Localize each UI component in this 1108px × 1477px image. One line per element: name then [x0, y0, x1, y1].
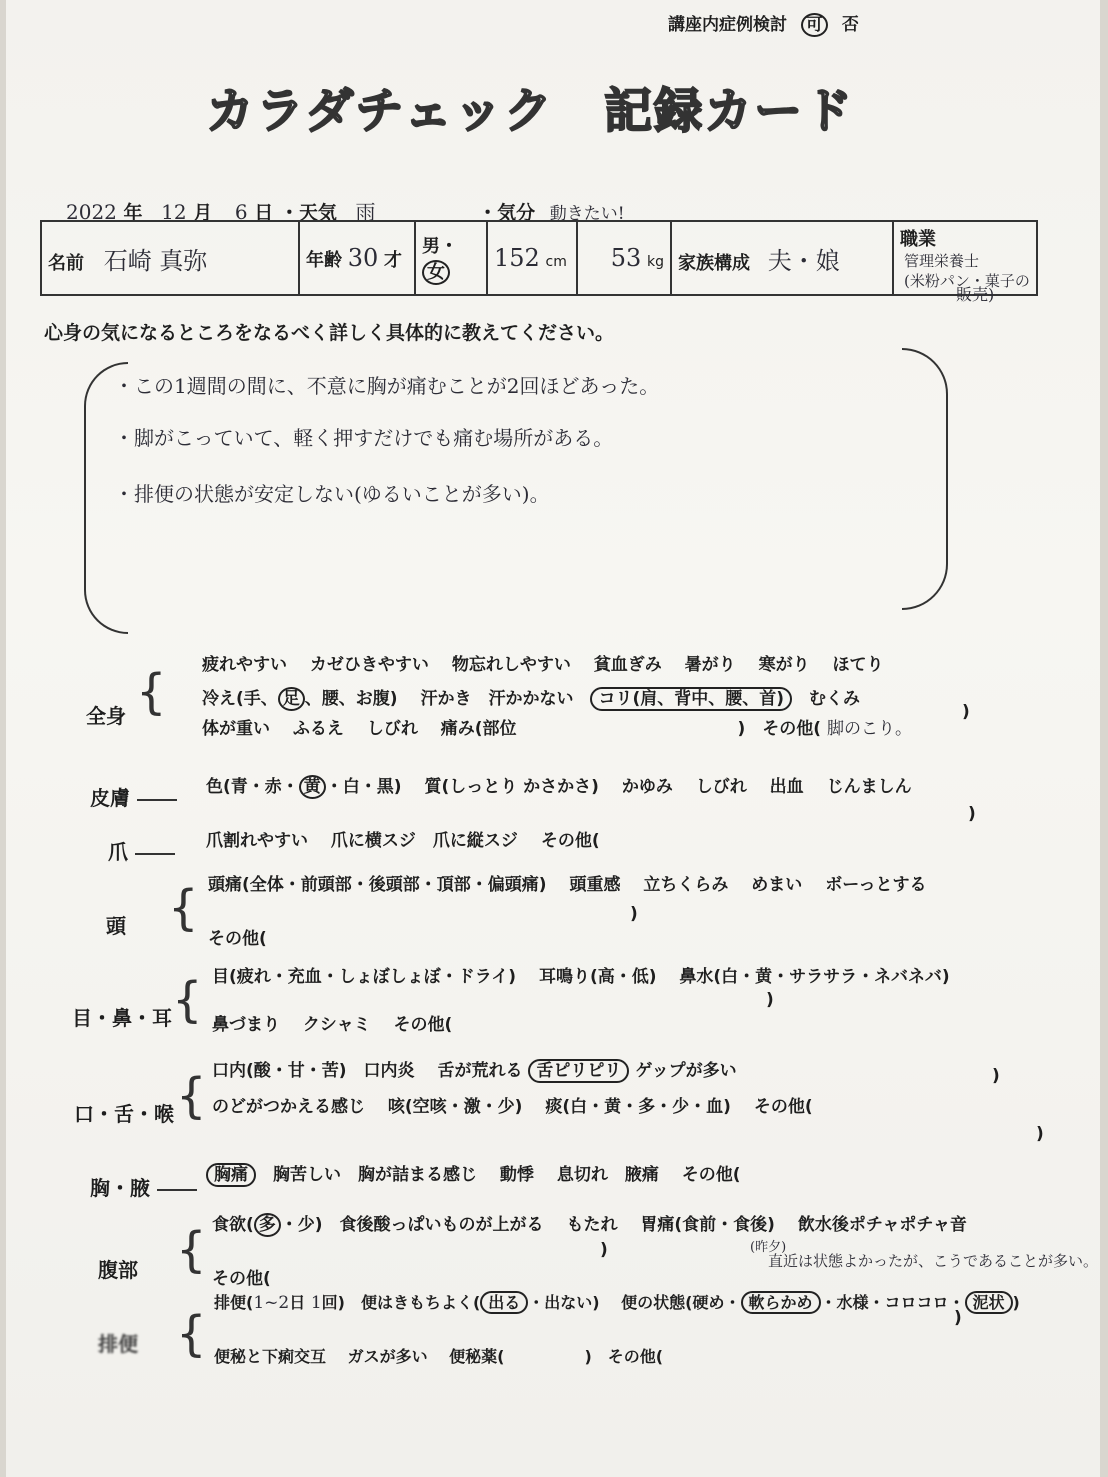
bowel-line1d: ・出ない) 便の状態(硬め・	[528, 1293, 741, 1312]
job-value-line1: 管理栄養士	[904, 252, 980, 270]
brace-head: {	[168, 880, 199, 936]
chest-dash	[157, 1189, 197, 1191]
mouth-line2: のどがつかえる感じ 咳(空咳・激・少) 痰(白・黄・多・少・血) その他(	[212, 1097, 813, 1117]
page-title: カラダチェック 記録カード	[206, 83, 855, 139]
bowel-line1	[214, 1290, 1020, 1313]
brace-bowel: {	[176, 1306, 207, 1362]
chest-pain-circled: 胸痛	[206, 1163, 256, 1187]
sex-separator: ・	[440, 236, 458, 257]
bowel-freq-label: 排便(	[214, 1293, 254, 1312]
bowel-line1f: )	[1012, 1293, 1020, 1312]
eye-nose-ear-line1-end: )	[766, 990, 774, 1010]
month-unit: 月	[193, 202, 213, 224]
appetite-much-circled: 多	[254, 1213, 281, 1237]
mouth-line1a: 口内(酸・甘・苦) 口内炎 舌が荒れる	[212, 1061, 523, 1081]
abdomen-line2: その他(	[212, 1269, 271, 1289]
weather-value: 雨	[355, 200, 376, 224]
chest-line-text: 胸苦しい 胸が詰まる感じ 動悸 息切れ 腋痛 その他(	[256, 1165, 741, 1185]
weight-unit: kg	[647, 254, 664, 270]
chest-label: 胸・腋	[90, 1176, 150, 1200]
job-value-line3: 販売)	[956, 285, 995, 304]
whole-body-other-value: 脚のこり。	[826, 719, 912, 739]
soft-stool-circled: 軟らかめ	[741, 1291, 821, 1314]
head-line1-end: )	[630, 904, 638, 924]
whole-body-line2a: 冷え(手、	[202, 689, 278, 709]
whole-body-line2	[202, 684, 860, 709]
family-cell	[671, 221, 893, 295]
section-label-abdomen: 腹部	[98, 1258, 138, 1282]
section-label-chest	[90, 1172, 197, 1201]
abdomen-line1	[212, 1210, 967, 1235]
case-review-approval	[668, 10, 859, 35]
note-chest-pain: ・この1週間の間に、不意に胸が痛むことが2回ほどあった。	[114, 374, 660, 398]
section-label-mouth-tongue-throat: 口・舌・喉	[74, 1102, 174, 1126]
comes-out-circled: 出る	[480, 1291, 528, 1314]
abdomen-line1-end: )	[600, 1240, 608, 1260]
muddy-stool-circled: 泥状	[965, 1291, 1013, 1314]
weight-value: 53	[610, 244, 642, 272]
record-card-sheet	[6, 0, 1100, 1477]
bowel-once-value: 1	[310, 1293, 322, 1313]
section-label-eye-nose-ear: 目・鼻・耳	[72, 1006, 172, 1030]
height-value: 152	[494, 244, 540, 272]
whole-body-line2c: むくみ	[792, 689, 861, 709]
name-cell	[41, 221, 299, 295]
month-value: 12	[161, 200, 187, 224]
family-value: 夫・娘	[767, 246, 840, 275]
nails-line: 爪割れやすい 爪に横スジ 爪に縦スジ その他(	[206, 831, 600, 851]
whole-body-line3-text: 体が重い ふるえ しびれ 痛み(部位 ) その他(	[202, 719, 822, 739]
foot-circled: 足	[278, 687, 305, 711]
job-value-line2: (米粉パン・菓子の	[904, 272, 1030, 290]
chest-line	[206, 1160, 741, 1185]
brace-mouth: {	[176, 1068, 207, 1124]
bowel-day-unit: 日	[289, 1293, 306, 1312]
notes-bracket-right	[902, 348, 948, 610]
skin-label: 皮膚	[90, 786, 130, 810]
section-label-nails	[108, 836, 175, 865]
whole-body-line3	[202, 714, 912, 739]
section-label-skin	[90, 782, 177, 811]
brace-abdomen: {	[176, 1222, 207, 1278]
height-unit: cm	[545, 254, 567, 270]
age-cell	[299, 221, 415, 295]
concern-prompt: 心身の気になるところをなるべく詳しく具体的に教えてください。	[44, 322, 615, 344]
eye-nose-ear-line1: 目(疲れ・充血・しょぼしょぼ・ドライ) 耳鳴り(高・低) 鼻水(白・黄・サラサラ・ネバネバ)	[212, 967, 950, 987]
abdomen-line1b: ・少) 食後酸っぱいものが上がる もたれ 胃痛(食前・食後) 飲水後ポチャポチャ音	[280, 1215, 967, 1235]
weather-label: ・天気	[279, 202, 337, 224]
brace-whole-body: {	[136, 664, 167, 720]
skin-line-a: 色(青・赤・	[206, 777, 299, 797]
section-label-head: 頭	[106, 914, 126, 938]
approval-yes-circled: 可	[801, 13, 828, 37]
note-leg-stiffness: ・脚がこっていて、軽く押すだけでも痛む場所がある。	[114, 426, 614, 450]
head-line1: 頭痛(全体・前頭部・後頭部・頂部・偏頭痛) 頭重感 立ちくらみ めまい ボーっとする	[208, 875, 927, 895]
job-label: 職業	[900, 229, 936, 250]
height-cell	[487, 221, 577, 295]
year-value: 2022	[66, 200, 117, 224]
day-value: 6	[234, 200, 248, 224]
family-label: 家族構成	[678, 252, 750, 274]
whole-body-line3-end: )	[962, 702, 970, 722]
tingling-tongue-circled: 舌ピリピリ	[528, 1059, 629, 1083]
profile-table	[40, 220, 1038, 296]
nails-label: 爪	[108, 840, 128, 864]
approval-no: 否	[841, 15, 859, 35]
age-label: 年齢	[306, 250, 342, 271]
name-value: 石崎 真弥	[103, 246, 208, 275]
mood-label: ・気分	[478, 202, 536, 224]
nails-dash	[135, 853, 175, 855]
approval-label: 講座内症例検討	[668, 15, 787, 35]
whole-body-line2b: 、腰、お腹) 汗かき 汗かかない	[304, 689, 591, 709]
mouth-line1b: ゲップが多い	[635, 1061, 737, 1081]
whole-body-line1: 疲れやすい カゼひきやすい 物忘れしやすい 貧血ぎみ 暑がり 寒がり ほてり	[202, 655, 884, 675]
mouth-line1	[212, 1056, 737, 1081]
yellow-circled: 黄	[299, 775, 326, 799]
stiffness-circled: コリ(肩、背中、腰、首)	[590, 687, 792, 711]
note-bowel-condition: ・排便の状態が安定しない(ゆるいことが多い)。	[114, 482, 550, 506]
section-label-whole-body: 全身	[86, 704, 126, 728]
skin-line-end: )	[968, 804, 976, 824]
head-line2: その他(	[208, 929, 267, 949]
skin-dash	[137, 799, 177, 801]
bowel-line1c: 回) 便はきもちよく(	[321, 1293, 481, 1312]
bowel-line2: 便秘と下痢交互 ガスが多い 便秘薬( ) その他(	[214, 1347, 664, 1366]
skin-line	[206, 772, 912, 797]
sex-male: 男	[422, 236, 440, 257]
age-value: 30	[347, 244, 379, 272]
name-label: 名前	[48, 252, 84, 274]
abdomen-line1a: 食欲(	[212, 1215, 254, 1235]
bowel-handwritten-note: 直近は状態よかったが、こうであることが多い。	[768, 1252, 1099, 1270]
bowel-freq-value: 1~2	[253, 1293, 290, 1313]
brace-eye-nose-ear: {	[172, 972, 203, 1028]
sex-cell	[415, 221, 487, 295]
section-label-bowel: 排便	[98, 1332, 138, 1356]
bowel-line1e: ・水様・コロコロ・	[820, 1293, 965, 1312]
bowel-note-small: (昨夕)	[750, 1240, 787, 1255]
year-unit: 年	[123, 202, 143, 224]
day-unit: 日	[254, 202, 274, 224]
bowel-line1-end: )	[954, 1308, 962, 1328]
mouth-line1-end: )	[992, 1066, 1000, 1086]
mood-value: 動きたい!	[549, 204, 625, 224]
eye-nose-ear-line2: 鼻づまり クシャミ その他(	[212, 1015, 453, 1035]
weight-cell	[577, 221, 671, 295]
sex-female-circled: 女	[422, 260, 450, 285]
mouth-line2-end: )	[1036, 1124, 1044, 1144]
age-unit: 才	[384, 250, 403, 271]
skin-line-b: ・白・黒) 質(しっとり かさかさ) かゆみ しびれ 出血 じんましん	[325, 777, 912, 797]
